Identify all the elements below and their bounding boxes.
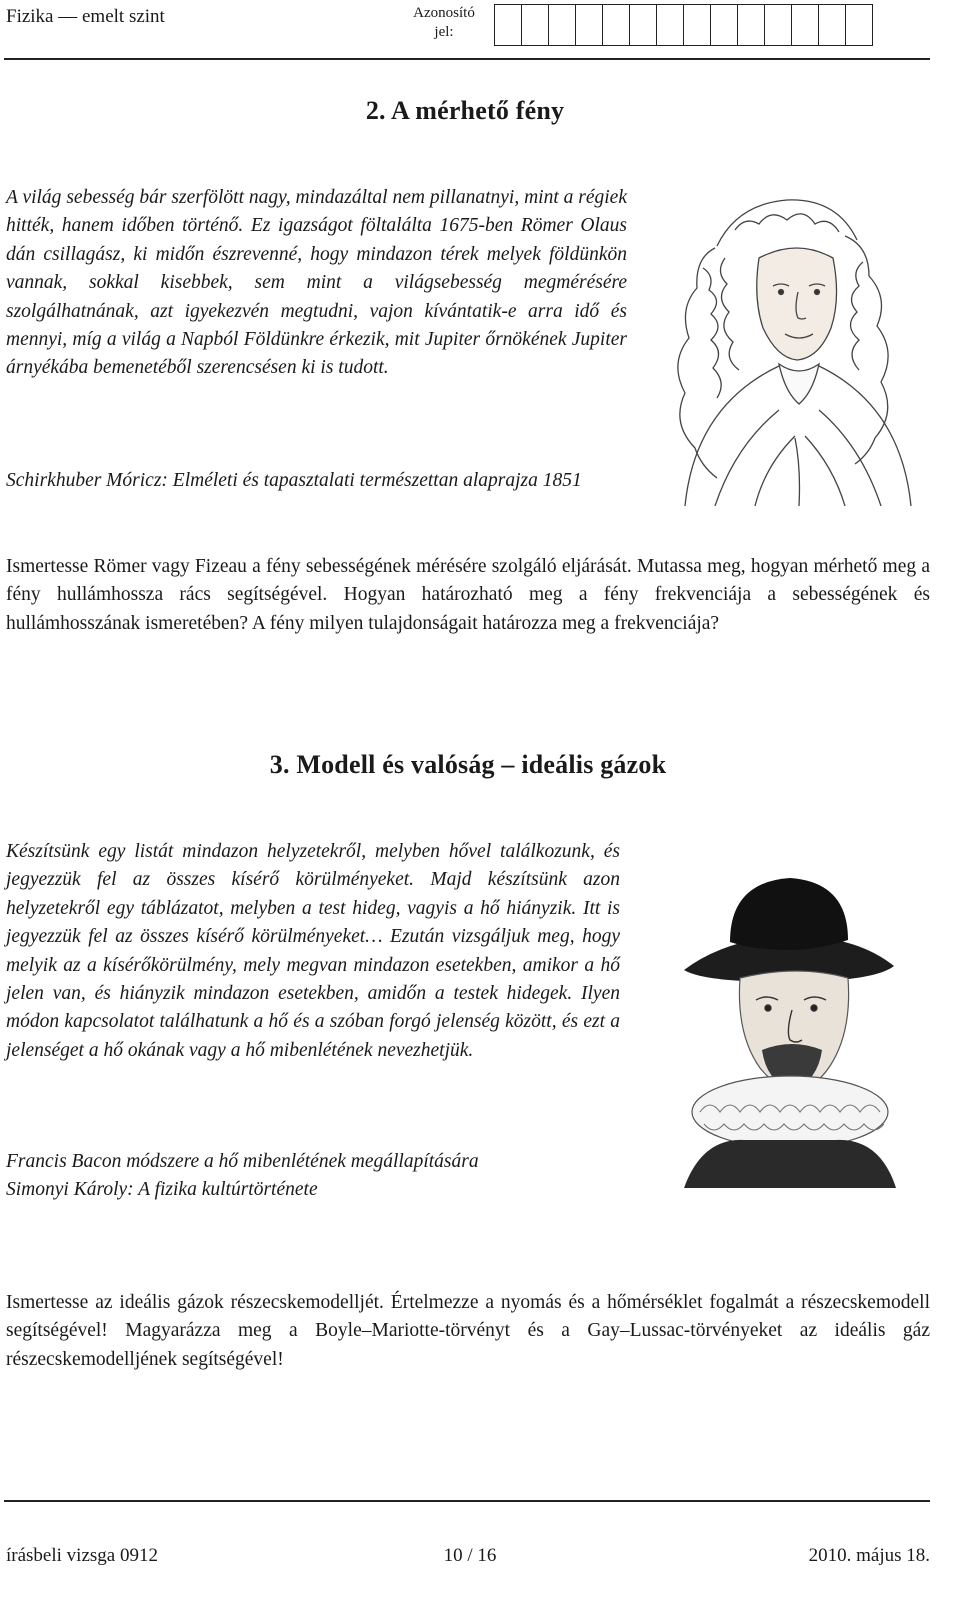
id-box[interactable] <box>737 4 765 46</box>
roemer-portrait <box>655 188 937 506</box>
section-3-title: 3. Modell és valóság – ideális gázok <box>269 750 667 779</box>
id-box[interactable] <box>764 4 792 46</box>
id-box[interactable] <box>521 4 549 46</box>
section-2-task: Ismertesse Römer vagy Fizeau a fény sebességének mérésére szolgáló eljárását. Mutassa meg, hogyan mérhető meg a fény hullámhossza rács segítségével. Hogyan határozható meg a fény frekvenciája a sebességének és hullámhosszának ismeretében? A fény milyen tulajdonságait határozza meg a frekvenciája? <box>6 556 930 634</box>
footer-page-number: 10 / 16 <box>443 1545 497 1566</box>
id-box[interactable] <box>845 4 873 46</box>
id-box[interactable] <box>494 4 522 46</box>
footer-date: 2010. május 18. <box>808 1545 930 1566</box>
id-box[interactable] <box>602 4 630 46</box>
id-box[interactable] <box>791 4 819 46</box>
id-box[interactable] <box>710 4 738 46</box>
section-2-title: 2. A mérhető fény <box>365 96 565 125</box>
id-input-boxes[interactable] <box>495 4 873 46</box>
section-3-source <box>6 1148 646 1205</box>
id-box[interactable] <box>818 4 846 46</box>
section-3-quote: Készítsünk egy listát mindazon helyzetekről, melyben hővel találkozunk, és jegyezzük fel az összes kísérő körülményeket. Majd készítsünk azon helyzetekről egy táblázatot, melyben a test hideg, vagyis a hő hiányzik. Itt is jegyezzük fel az összes kísérő körülményeket… Ezután vizsgáljuk meg, hogy melyik az a kísérőkörülmény, mely megvan mindazon esetekben, amikor a hő jelen van, és hiányzik mindazon esetekben, amidőn a testek hidegek. Ilyen módon kapcsolatot találhatunk a hő és a szóban forgó jelenség között, és ezt a jelenséget a hő okának vagy a hő mibenlétének nevezhetjük. <box>6 841 620 1061</box>
id-box[interactable] <box>656 4 684 46</box>
id-box[interactable] <box>548 4 576 46</box>
bacon-portrait <box>644 850 930 1188</box>
id-label: Azonosító jel: <box>413 5 475 40</box>
section-2-quote: A világ sebesség bár szerfölött nagy, mindazáltal nem pillanatnyi, mint a régiek hitték, hanem időben történő. Ez igazságot föltalálta 1675-ben Römer Olaus dán csillagász, ki midőn észrevenné, hogy mindazon térek melyek földünkön vannak, sokkal kisebbek, sem mint a világsebesség megmérésére szolgálhatnának, azt igyekezvén megtudni, vajon kívántatik-e arra idő és mennyi, míg a világ a Napból Földünkre érkezik, mit Jupiter őrnökének Jupiter árnyékába bemenetéből szerencsésen ki is tudott. <box>6 187 627 379</box>
id-box[interactable] <box>629 4 657 46</box>
footer-exam-code: írásbeli vizsga 0912 <box>6 1545 158 1566</box>
section-3-task: Ismertesse az ideális gázok részecskemodelljét. Értelmezze a nyomás és a hőmérséklet fogalmát a részecskemodell segítségével! Magyarázza meg a Boyle–Mariotte-törvényt és a Gay–Lussac-törvényeket az ideális gáz részecskemodelljének segítségével! <box>6 1292 930 1370</box>
footer-divider <box>4 1500 930 1502</box>
id-box[interactable] <box>683 4 711 46</box>
header-title: Fizika — emelt szint <box>6 6 165 27</box>
section-2-source: Schirkhuber Móricz: Elméleti és tapasztalati természettan alaprajza 1851 <box>6 470 582 491</box>
header-divider <box>4 58 930 60</box>
section-3-source-line2: Simonyi Károly: A fizika kultúrtörténete <box>6 1179 318 1201</box>
id-box[interactable] <box>575 4 603 46</box>
section-3-source-line1: Francis Bacon módszere a hő mibenlétének megállapítására <box>6 1151 479 1172</box>
